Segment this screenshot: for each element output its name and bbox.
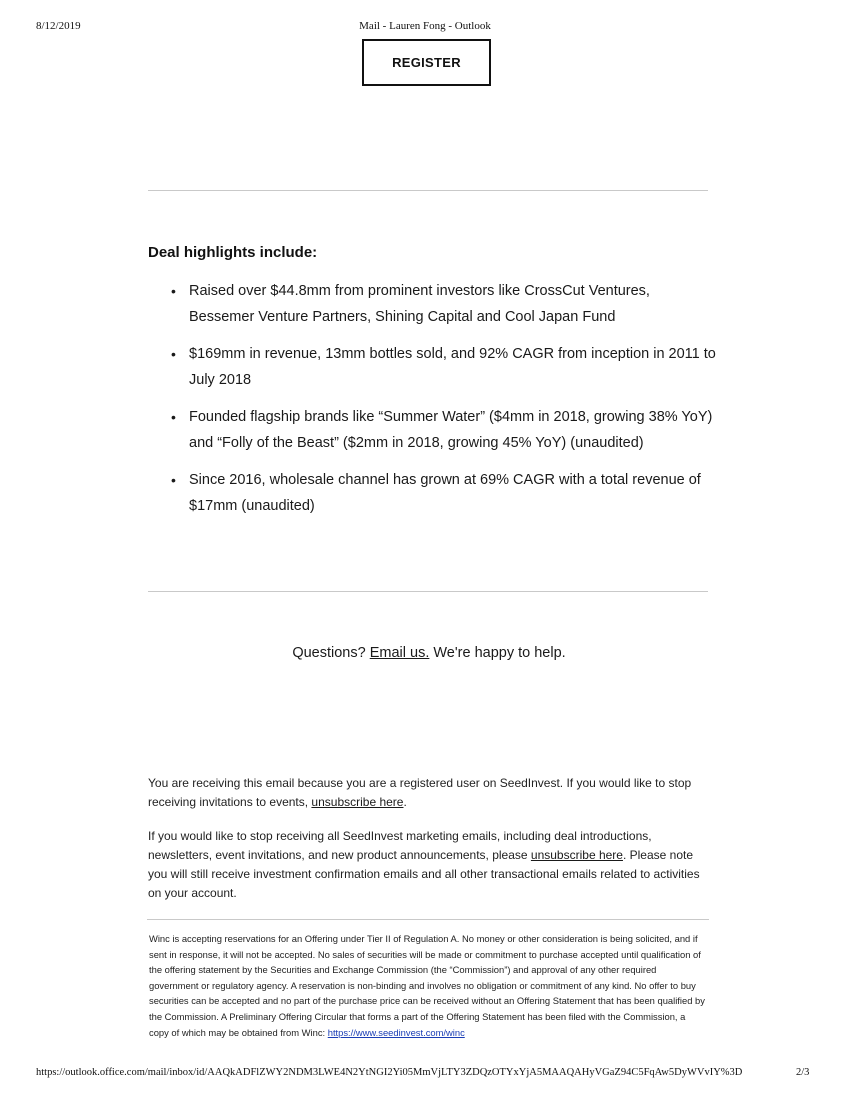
highlight-text: Raised over $44.8mm from prominent investors like CrossCut Ventures, Bessemer Venture Partners, Shining Capital and Cool Japan Fund [189, 283, 650, 325]
legal-text: Winc is accepting reservations for an Offering under Tier II of Regulation A. No money or other consideration is being solicited, and if sent in response, it will not be accepted. No sales of securities will be made or commitment to purchase accepted until qualification of the offering statement by the Securities and Exchange Commission (the “Commission”) and approval of any other required government or regulatory agency. A reservation is non-binding and involves no obligation or commitment of any kind. No offer to buy securities can be accepted and no part of the purchase price can be received without an Offering Statement that has been qualified by the Commission. A Preliminary Offering Circular that forms a part of the Offering Statement has been filed with the Commission, a copy of which may be obtained from Winc: [149, 933, 705, 1038]
page-number: 2/3 [796, 1067, 810, 1078]
register-button[interactable]: REGISTER [362, 39, 491, 86]
bullet-icon: • [171, 346, 176, 362]
unsubscribe-events-link[interactable]: unsubscribe here [311, 795, 404, 809]
questions-text-after: We're happy to help. [429, 645, 566, 661]
notice-text: If you would like to stop receiving all SeedInvest marketing emails, including deal introductions, newsletters, event invitations, and new product announcements, please [148, 829, 652, 862]
list-item [171, 404, 716, 456]
list-item [171, 278, 716, 330]
notice-text: You are receiving this email because you are a registered user on SeedInvest. If you would like to stop receiving invitations to events, [148, 776, 692, 809]
questions-line [0, 645, 850, 661]
print-date: 8/12/2019 [36, 20, 81, 32]
bullet-icon: • [171, 409, 176, 425]
highlight-text: Since 2016, wholesale channel has grown at 69% CAGR with a total revenue of $17mm (unaudited) [189, 472, 701, 514]
divider [148, 190, 708, 191]
bullet-icon: • [171, 472, 176, 488]
unsubscribe-marketing-link[interactable]: unsubscribe here [530, 848, 623, 862]
deal-highlights-list [171, 278, 716, 530]
deal-highlights-heading: Deal highlights include: [148, 244, 318, 261]
list-item [171, 341, 716, 393]
list-item [171, 467, 716, 519]
notice-text-end: . Please note you will still receive investment confirmation emails and all other transactional emails related to activities on your account. [148, 848, 700, 900]
highlight-text: Founded flagship brands like “Summer Water” ($4mm in 2018, growing 38% YoY) and “Folly of the Beast” ($2mm in 2018, growing 45% YoY) (unaudited) [189, 409, 713, 451]
questions-text: Questions? [292, 645, 370, 661]
notice-text-end: . [403, 795, 407, 809]
divider [148, 591, 708, 592]
bullet-icon: • [171, 283, 176, 299]
print-footer-url: https://outlook.office.com/mail/inbox/id/AAQkADFlZWY2NDM3LWE4N2YtNGI2Yi05MmVjLTY3ZDQzOTYxYjA5MAAQAHyVGaZ94C5FqAw5DyWVvIY%3D [36, 1067, 743, 1078]
email-us-link[interactable]: Email us. [369, 645, 430, 661]
legal-disclaimer [149, 931, 705, 1040]
seedinvest-winc-link[interactable]: https://www.seedinvest.com/winc [327, 1026, 465, 1038]
registered-user-notice [148, 774, 708, 812]
marketing-unsubscribe-notice [148, 827, 708, 903]
highlight-text: $169mm in revenue, 13mm bottles sold, and 92% CAGR from inception in 2011 to July 2018 [189, 346, 716, 388]
print-page-title: Mail - Lauren Fong - Outlook [359, 20, 491, 32]
divider [147, 919, 709, 920]
